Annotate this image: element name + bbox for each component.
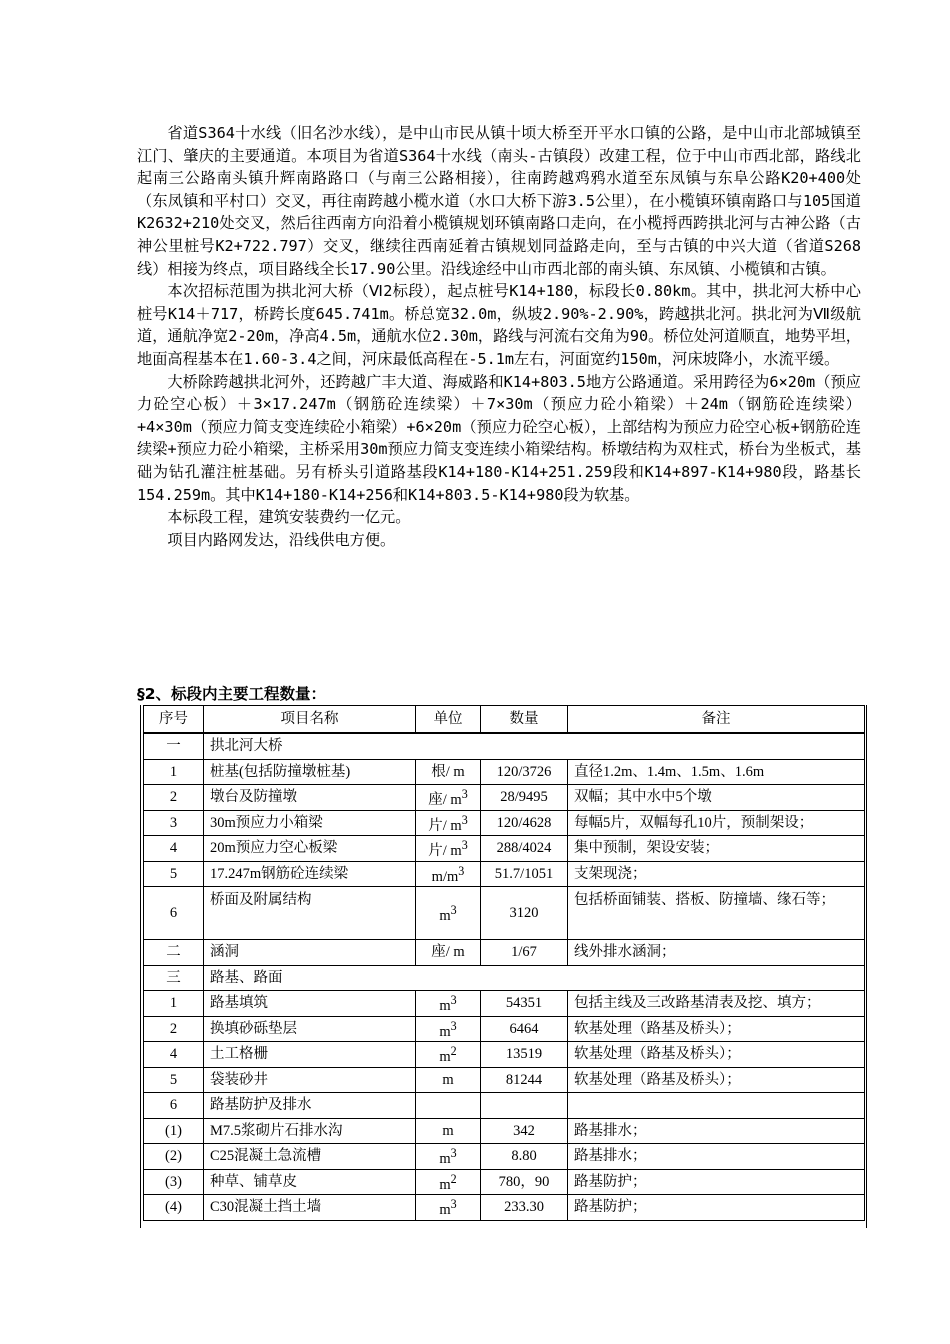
row-unit: [416, 1144, 481, 1170]
row-unit: [416, 1093, 481, 1119]
table-row: [144, 991, 865, 1017]
row-unit: [416, 1042, 481, 1068]
row-note: 线外排水涵洞；: [568, 940, 865, 966]
quantities-table: [143, 705, 865, 1221]
row-note: 每幅5片，双幅每孔10片，预制架设；: [568, 810, 865, 836]
row-note: 双幅；其中水中5个墩: [568, 785, 865, 811]
table-row: [144, 785, 865, 811]
table-row: [144, 1067, 865, 1093]
table-row: [144, 1118, 865, 1144]
unit-base: m: [439, 998, 451, 1015]
row-name: 土工格栅: [204, 1042, 416, 1068]
table-row: [144, 759, 865, 785]
unit-exponent: 3: [458, 863, 465, 878]
row-name: 17.247m钢筋砼连续梁: [204, 861, 416, 887]
row-no: (2): [144, 1144, 204, 1170]
unit-base: m: [439, 1202, 451, 1219]
unit-base: m: [439, 1023, 451, 1040]
row-unit: [416, 861, 481, 887]
header-no: 序号: [144, 706, 204, 734]
unit-base: 片/ m: [428, 817, 462, 834]
unit-exponent: 2: [450, 1171, 457, 1186]
row-note: [568, 1093, 865, 1119]
row-no: 6: [144, 887, 204, 940]
row-qty: 6464: [481, 1016, 568, 1042]
header-unit: 单位: [416, 706, 481, 734]
table-outer-border-left: [140, 705, 141, 1228]
row-qty: 51.7/1051: [481, 861, 568, 887]
table-row: [144, 965, 865, 991]
row-no: 一: [144, 733, 204, 759]
table-row: [144, 887, 865, 940]
table-row: [144, 1042, 865, 1068]
row-qty: 342: [481, 1118, 568, 1144]
table-row: [144, 1144, 865, 1170]
row-no: 二: [144, 940, 204, 966]
row-no: 4: [144, 1042, 204, 1068]
row-note: 直径1.2m、1.4m、1.5m、1.6m: [568, 759, 865, 785]
row-unit: [416, 887, 481, 940]
unit-base: 座/ m: [428, 792, 462, 809]
table-row: [144, 836, 865, 862]
row-qty: 8.80: [481, 1144, 568, 1170]
row-unit: [416, 1195, 481, 1221]
row-qty: 780，90: [481, 1169, 568, 1195]
table-row: [144, 1093, 865, 1119]
row-no: 2: [144, 785, 204, 811]
row-name: 桥面及附属结构: [204, 887, 416, 940]
unit-base: 片/ m: [428, 843, 462, 860]
row-no: (3): [144, 1169, 204, 1195]
header-qty: 数量: [481, 706, 568, 734]
row-note: 路基排水；: [568, 1118, 865, 1144]
row-note: 路基防护；: [568, 1195, 865, 1221]
row-note: 软基处理（路基及桥头）；: [568, 1016, 865, 1042]
row-name: 墩台及防撞墩: [204, 785, 416, 811]
table-row: [144, 940, 865, 966]
row-unit: [416, 991, 481, 1017]
section-heading: §2、标段内主要工程数量：: [137, 685, 327, 703]
row-no: 三: [144, 965, 204, 991]
row-unit: 根/ m: [416, 759, 481, 785]
row-qty: 3120: [481, 887, 568, 940]
table-row: [144, 1169, 865, 1195]
row-qty: 81244: [481, 1067, 568, 1093]
row-note: 软基处理（路基及桥头）；: [568, 1042, 865, 1068]
row-note: 支架现浇；: [568, 861, 865, 887]
row-name: M7.5浆砌片石排水沟: [204, 1118, 416, 1144]
table-row: [144, 810, 865, 836]
row-unit: m: [416, 1118, 481, 1144]
row-name: 路基防护及排水: [204, 1093, 416, 1119]
row-qty: 28/9495: [481, 785, 568, 811]
row-no: 2: [144, 1016, 204, 1042]
row-qty: 233.30: [481, 1195, 568, 1221]
header-name: 项目名称: [204, 706, 416, 734]
row-qty: [481, 1093, 568, 1119]
row-name: 桩基(包括防撞墩桩基): [204, 759, 416, 785]
row-qty: 120/4628: [481, 810, 568, 836]
row-note: 路基防护；: [568, 1169, 865, 1195]
row-no: 1: [144, 759, 204, 785]
row-group-name: 路基、路面: [204, 965, 865, 991]
row-name: 20m预应力空心板梁: [204, 836, 416, 862]
row-name: 30m预应力小箱梁: [204, 810, 416, 836]
row-name: 袋装砂井: [204, 1067, 416, 1093]
table-row: [144, 1195, 865, 1221]
row-qty: 120/3726: [481, 759, 568, 785]
unit-exponent: 3: [450, 993, 457, 1008]
row-no: 5: [144, 1067, 204, 1093]
row-unit: m: [416, 1067, 481, 1093]
row-no: (1): [144, 1118, 204, 1144]
row-unit: [416, 810, 481, 836]
row-no: (4): [144, 1195, 204, 1221]
row-qty: 54351: [481, 991, 568, 1017]
project-description: [137, 122, 861, 551]
unit-exponent: 2: [450, 1044, 457, 1059]
row-note: 集中预制，架设安装；: [568, 836, 865, 862]
row-qty: 1/67: [481, 940, 568, 966]
paragraph-structure: 大桥除跨越拱北河外，还跨越广丰大道、海威路和K14+803.5地方公路通道。采用跨径为6×20m（预应力砼空心板）＋3×17.247m（钢筋砼连续梁）＋7×30m（预应力砼小箱梁）＋24m（钢筋砼连续梁）+4×30m（预应力简支变连续砼小箱梁）+6×20m（预应力砼空心板），上部结构为预应力砼空心板+钢筋砼连续梁+预应力砼小箱梁，主桥采用30m预应力简支变连续小箱梁结构。桥墩结构为双柱式，桥台为坐板式，基础为钻孔灌注桩基础。另有桥头引道路基段K14+180-K14+251.259段和K14+897-K14+980段，路基长154.259m。其中K14+180-K14+256和K14+803.5-K14+980段为软基。: [137, 372, 861, 504]
unit-exponent: 3: [450, 1146, 457, 1161]
row-qty: 13519: [481, 1042, 568, 1068]
table-header-row: [144, 706, 865, 734]
row-name: 涵洞: [204, 940, 416, 966]
unit-base: m: [439, 907, 451, 924]
row-name: 种草、铺草皮: [204, 1169, 416, 1195]
row-unit: [416, 1169, 481, 1195]
row-name: C25混凝土急流槽: [204, 1144, 416, 1170]
row-note: 包括主线及三改路基清表及挖、填方；: [568, 991, 865, 1017]
unit-base: m: [439, 1151, 451, 1168]
row-no: 5: [144, 861, 204, 887]
header-note: 备注: [568, 706, 865, 734]
row-note: 包括桥面铺装、搭板、防撞墙、缘石等；: [568, 887, 865, 940]
table-row: [144, 1016, 865, 1042]
paragraph-overview: 省道S364十水线（旧名沙水线），是中山市民从镇十顷大桥至开平水口镇的公路，是中山市北部城镇至江门、肇庆的主要通道。本项目为省道S364十水线（南头-古镇段）改建工程，位于中山市西北部，路线北起南三公路南头镇升辉南路路口（与南三公路相接），往南跨越鸡鸦水道至东凤镇与东阜公路K20+400处（东凤镇和平村口）交叉，再往南跨越小榄水道（水口大桥下游3.5公里），在小榄镇环镇南路口与105国道K2632+210处交叉，然后往西南方向沿着小榄镇规划环镇南路口走向，在小榄捋西跨拱北河与古神公路（古神公里桩号K2+722.797）交叉，继续往西南延着古镇规划同益路走向，至与古镇的中兴大道（省道S268线）相接为终点，项目路线全长17.90公里。沿线途经中山市西北部的南头镇、东凤镇、小榄镇和古镇。: [137, 124, 861, 278]
unit-exponent: 3: [450, 903, 457, 918]
unit-exponent: 3: [461, 812, 468, 827]
row-no: 6: [144, 1093, 204, 1119]
table-row: [144, 733, 865, 759]
row-no: 1: [144, 991, 204, 1017]
unit-base: m: [439, 1176, 451, 1193]
paragraph-infrastructure: 项目内路网发达，沿线供电方便。: [167, 530, 396, 549]
row-note: 软基处理（路基及桥头）；: [568, 1067, 865, 1093]
row-no: 3: [144, 810, 204, 836]
row-unit: 座/ m: [416, 940, 481, 966]
unit-exponent: 3: [450, 1018, 457, 1033]
table-row: [144, 861, 865, 887]
row-name: 路基填筑: [204, 991, 416, 1017]
unit-exponent: 3: [450, 1197, 457, 1212]
row-group-name: 拱北河大桥: [204, 733, 865, 759]
paragraph-scope: 本次招标范围为拱北河大桥（Ⅵ2标段），起点桩号K14+180，标段长0.80km。其中，拱北河大桥中心桩号K14＋717，桥跨长度645.741m。桥总宽32.0m，纵坡2.90%-2.90%，跨越拱北河。拱北河为Ⅶ级航道，通航净宽2-20m，净高4.5m，通航水位2.30m，路线与河流右交角为90。桥位处河道顺直，地势平坦，地面高程基本在1.60-3.4之间，河床最低高程在-5.1m左右，河面宽约150m，河床坡降小，水流平缓。: [137, 282, 861, 368]
unit-base: m/m: [431, 868, 459, 885]
row-unit: [416, 785, 481, 811]
row-note: 路基排水；: [568, 1144, 865, 1170]
paragraph-cost: 本标段工程，建筑安装费约一亿元。: [167, 508, 411, 527]
row-qty: 288/4024: [481, 836, 568, 862]
row-name: 换填砂砾垫层: [204, 1016, 416, 1042]
table-outer-border-right: [866, 705, 867, 1228]
unit-base: m: [439, 1049, 451, 1066]
row-name: C30混凝土挡土墙: [204, 1195, 416, 1221]
unit-exponent: 3: [461, 787, 468, 802]
row-unit: [416, 1016, 481, 1042]
unit-exponent: 3: [461, 838, 468, 853]
row-unit: [416, 836, 481, 862]
row-no: 4: [144, 836, 204, 862]
